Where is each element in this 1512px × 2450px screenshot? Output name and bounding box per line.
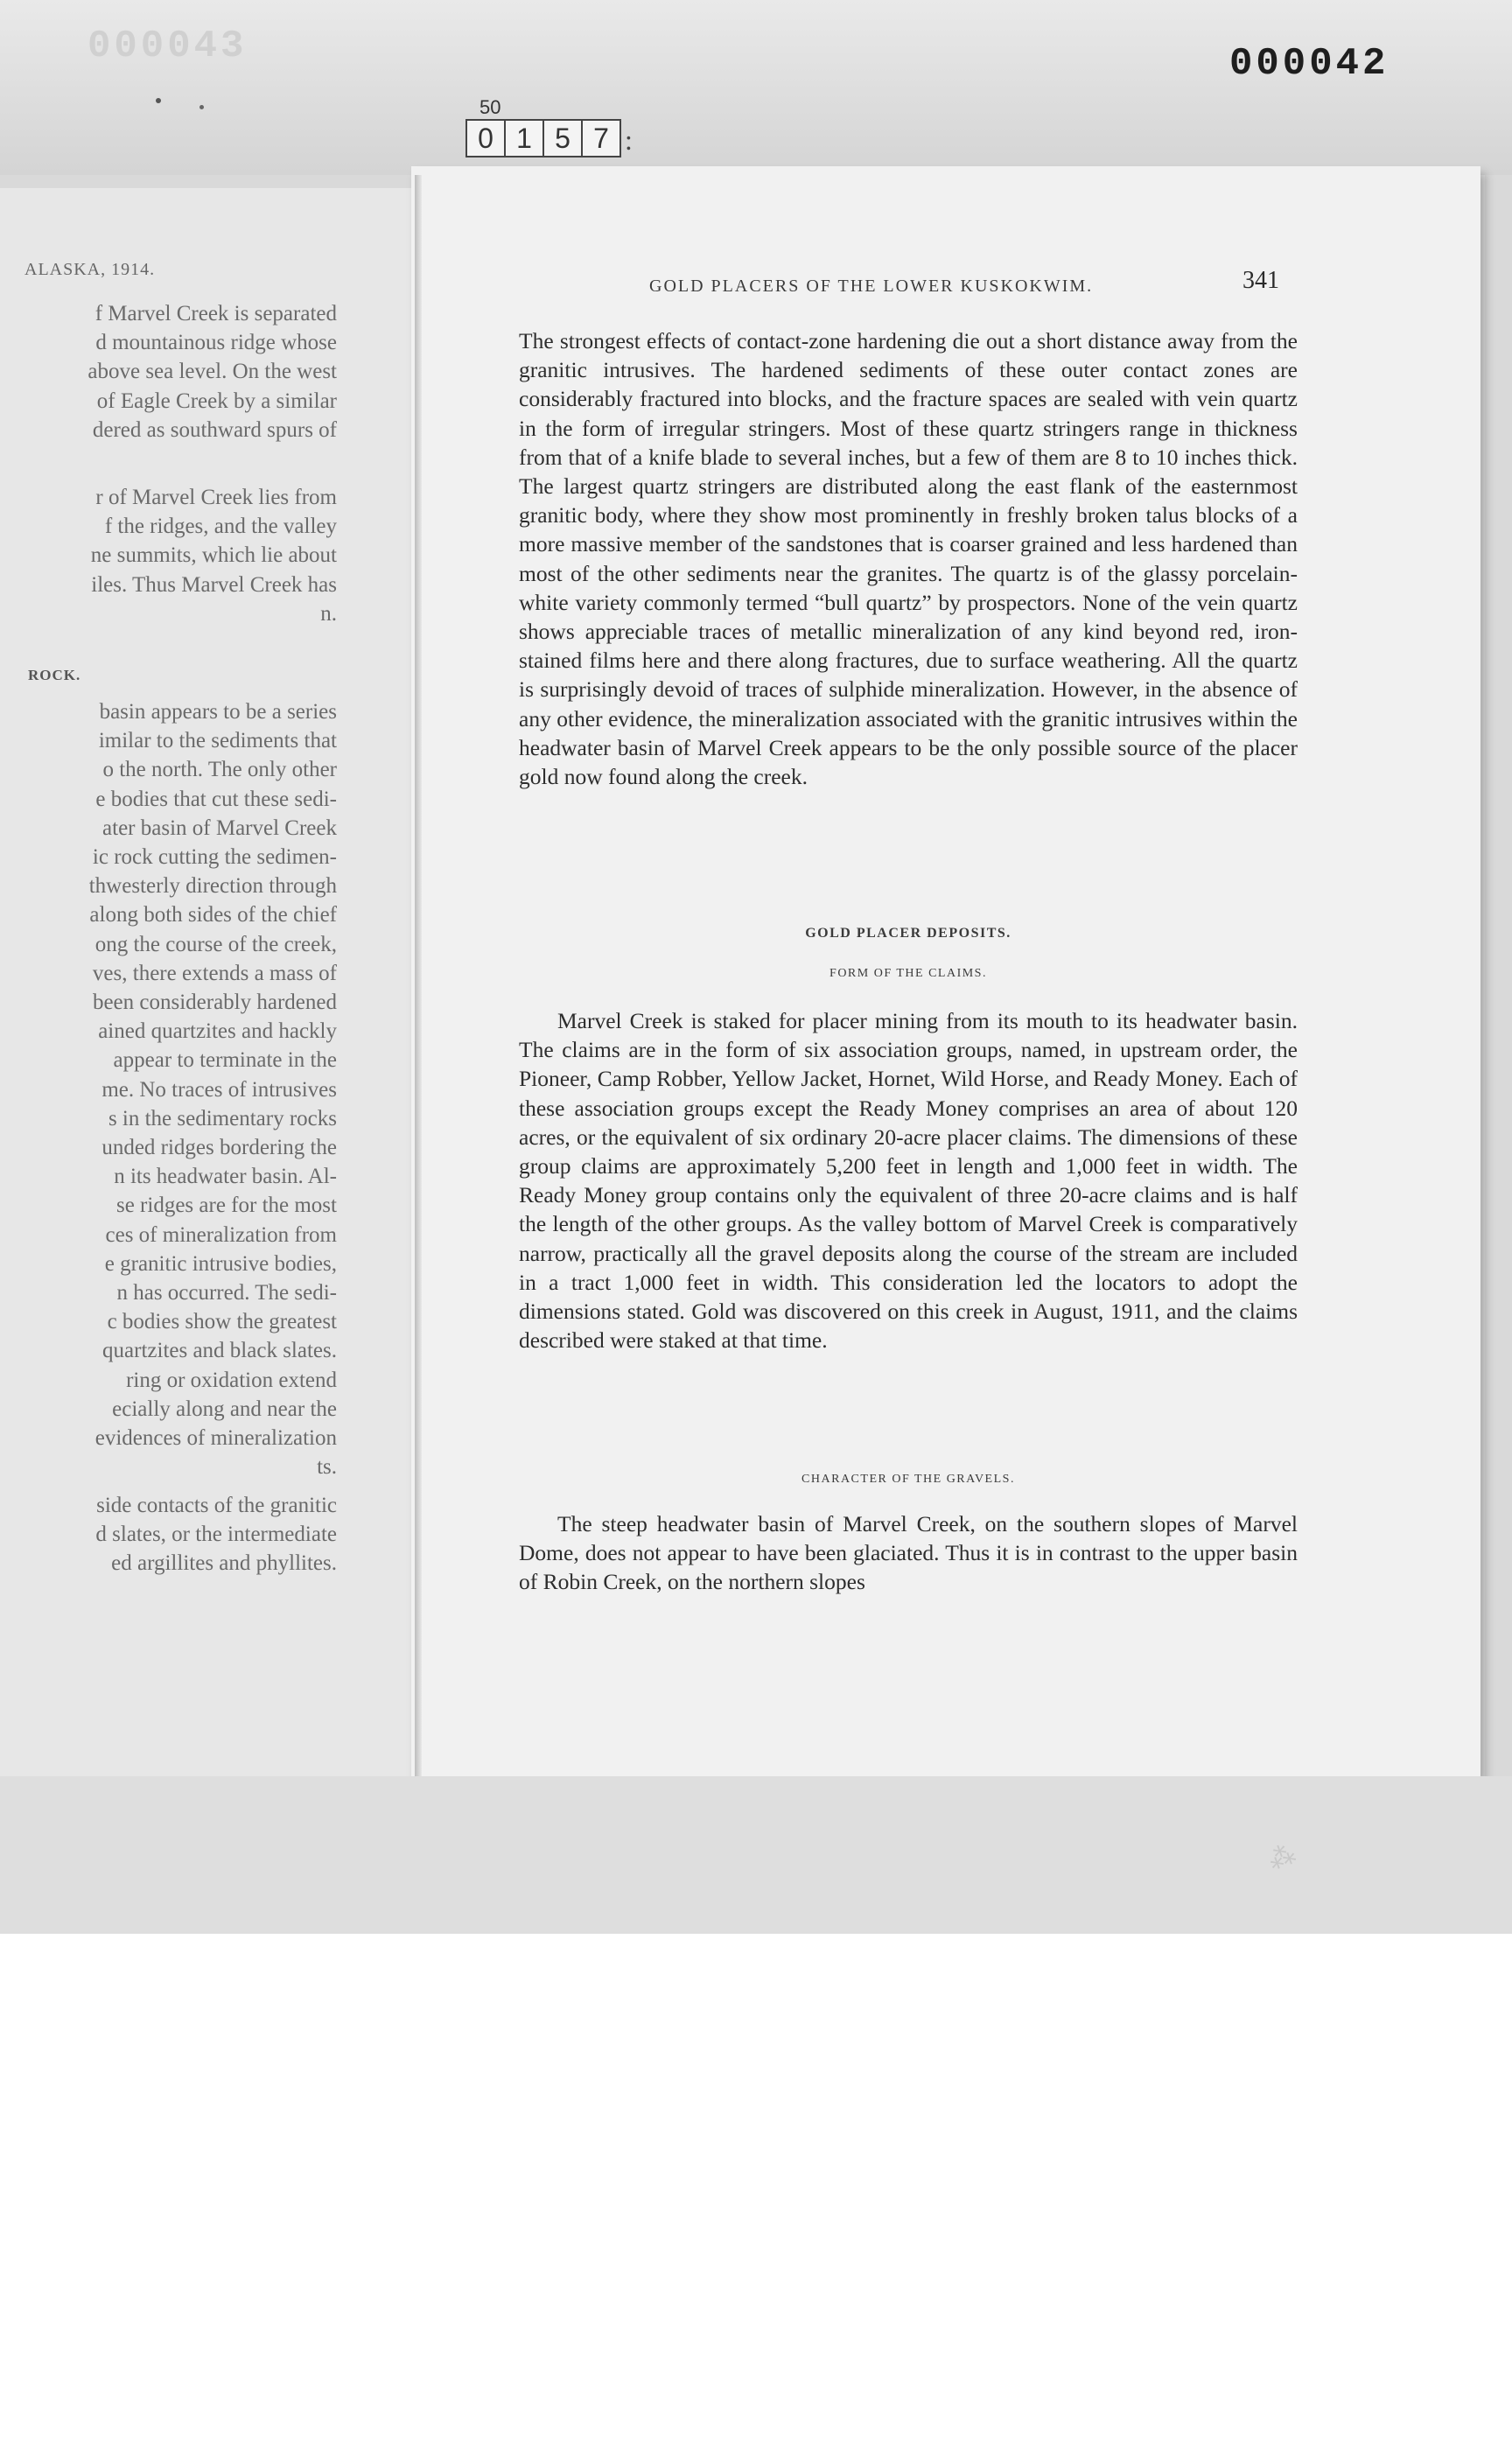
left-page-line: been considerably hardened [92, 990, 337, 1014]
left-page-line: e granitic intrusive bodies, [104, 1251, 337, 1276]
left-page-line: n its headwater basin. Al- [114, 1165, 337, 1189]
left-page-line: iles. Thus Marvel Creek has [91, 572, 337, 597]
stamp-digit: 0 [466, 119, 506, 158]
scan-smudge: ⁂ [1264, 1839, 1300, 1876]
left-page-line: ed argillites and phyllites. [111, 1551, 337, 1576]
left-page-line: evidences of mineralization [94, 1426, 337, 1450]
bleed-through-number: 000043 [88, 24, 248, 68]
stamp-digit: 5 [542, 119, 583, 158]
left-page-line: of Eagle Creek by a similar [96, 388, 337, 413]
left-page-line: o the north. The only other [102, 758, 337, 782]
left-page-line: ained quartzites and hackly [98, 1019, 337, 1044]
left-page-line: f the ridges, and the valley [104, 514, 337, 539]
left-page-line: ic rock cutting the sedimen- [92, 845, 337, 869]
left-page-line: s in the sedimentary rocks [108, 1106, 337, 1130]
stamp-digit: 1 [504, 119, 544, 158]
left-page-line: above sea level. On the west [88, 360, 337, 384]
left-page-line: n has occurred. The sedi- [116, 1281, 337, 1305]
left-page-line: ring or oxidation extend [126, 1368, 337, 1392]
left-page-line: appear to terminate in the [113, 1048, 337, 1073]
body-paragraph [519, 326, 1298, 791]
scan-speck [200, 105, 204, 109]
sub-heading: FORM OF THE CLAIMS. [830, 967, 987, 980]
stamp-colon: : [625, 124, 633, 156]
left-page-line: ne summits, which lie about [90, 543, 337, 568]
left-page-line: ecially along and near the [112, 1396, 337, 1421]
scan-speck [156, 98, 161, 103]
document-number: 000042 [1229, 42, 1390, 86]
section-heading: GOLD PLACER DEPOSITS. [805, 926, 1012, 941]
body-paragraph [519, 1006, 1298, 1354]
left-page-line: ves, there extends a mass of [92, 961, 337, 985]
left-page-line: ts. [317, 1455, 337, 1480]
left-page-line: d slates, or the intermediate [95, 1522, 337, 1547]
left-page-line: unded ridges bordering the [102, 1136, 337, 1159]
body-paragraph [519, 1509, 1298, 1597]
stamp-number: 50 [480, 96, 501, 118]
left-page-line: imilar to the sediments that [98, 729, 337, 753]
left-page-line: se ridges are for the most [116, 1194, 337, 1218]
left-page-line: thwesterly direction through [88, 874, 337, 899]
left-page-line: ater basin of Marvel Creek [102, 816, 337, 840]
left-page-line: basin appears to be a series [99, 700, 337, 724]
stamp-boxes [466, 119, 633, 158]
left-page-line: ong the course of the creek, [94, 932, 337, 956]
page-header: GOLD PLACERS OF THE LOWER KUSKOKWIM. [649, 276, 1094, 296]
left-page-line: f Marvel Creek is separated [94, 302, 337, 326]
left-page-line: r of Marvel Creek lies from [95, 486, 337, 509]
page-fold [415, 175, 422, 1776]
left-page-line: me. No traces of intrusives [102, 1077, 337, 1102]
paragraph-gravels: The steep headwater basin of Marvel Creek, on the southern slopes of Marvel Dome, does not appear to have been glaciated. Thus it is in contrast to the upper basin of Robin Creek, on the northern slopes [519, 1511, 1298, 1595]
left-page-line: quartzites and black slates. [102, 1339, 337, 1363]
sub-heading: CHARACTER OF THE GRAVELS. [802, 1473, 1015, 1486]
left-page-line: along both sides of the chief [89, 903, 337, 928]
left-page-line: e bodies that cut these sedi- [95, 787, 337, 811]
left-page-line: n. [320, 601, 337, 626]
left-page-line: ces of mineralization from [105, 1222, 337, 1247]
page-number: 341 [1242, 267, 1279, 294]
paragraph-contact-zone: The strongest effects of contact-zone hardening die out a short distance away from the granitic intrusives. The hardened sediments of these outer contact zones are considerably fractured into blocks, and the fracture spaces are sealed with vein quartz in the form of irregular stringers. Most of these quartz stringers range in thickness from that of a knife blade to several inches, but a few of them are 8 to 10 inches thick. The largest quartz stringers are distributed along the east flank of the easternmost granitic body, where they show most prominently in freshly broken talus blocks of a more massive member of the sandstones that is coarser grained and less hardened than most of the other sediments near the granites. The quartz is of the glassy porcelain-white variety commonly termed “bull quartz” by prospectors. None of the vein quartz shows appreciable traces of metallic mineralization of any kind beyond red, iron-stained films here and there along fractures, due to surface weathering. All the quartz is surprisingly devoid of traces of sulphide mineralization. However, in the absence of any other evidence, the mineralization associated with the granitic intrusives within the headwater basin of Marvel Creek appears to be the only possible source of the placer gold now found along the creek. [519, 328, 1298, 790]
left-page-header: ALASKA, 1914. [24, 260, 156, 279]
paragraph-claims: Marvel Creek is staked for placer mining from its mouth to its headwater basin. The claims are in the form of six association groups, named, in upstream order, the Pioneer, Camp Robber, Yellow Jacket, Hornet, Wild Horse, and Ready Money. Each of these association groups except the Ready Money comprises an area of about 120 acres, or the equivalent of six ordinary 20-acre placer claims. The dimensions of these group claims are approximately 5,200 feet in length and 1,000 feet in width. The Ready Money group contains only the equivalent of three 20-acre claims and is half the length of the other groups. As the valley bottom of Marvel Creek is comparatively narrow, practically all the gravel deposits along the course of the stream are included in a tract 1,000 feet in width. This consideration led the locators to adopt the dimensions stated. Gold was discovered on this creek in August, 1911, and the claims described were staked at that time. [519, 1008, 1298, 1354]
left-page-line: c bodies show the greatest [107, 1310, 337, 1334]
left-page-line: side contacts of the granitic [96, 1494, 337, 1517]
left-page-line: d mountainous ridge whose [95, 331, 337, 355]
left-page-line: dered as southward spurs of [92, 417, 337, 442]
stamp-digit: 7 [581, 119, 621, 158]
left-section-heading: ROCK. [28, 667, 81, 683]
